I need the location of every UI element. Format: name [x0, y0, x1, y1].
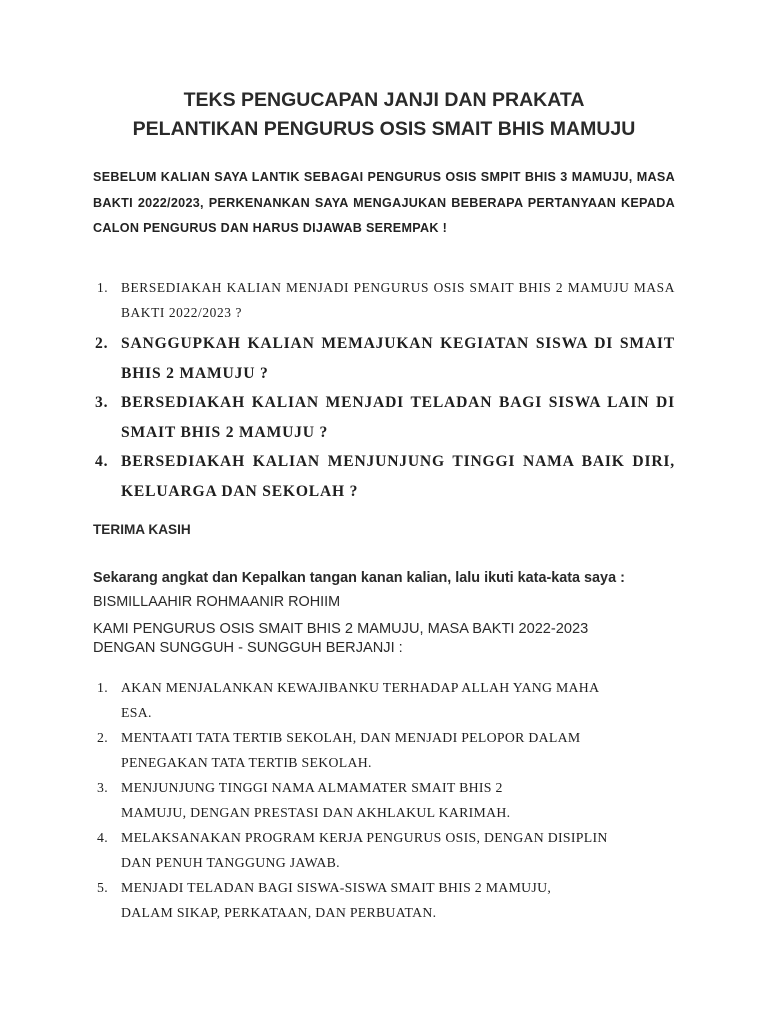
- pledge-line: MELAKSANAKAN PROGRAM KERJA PENGURUS OSIS, DENGAN DISIPLIN: [121, 830, 608, 845]
- question-item: [93, 276, 675, 325]
- question-text: BERSEDIAKAH KALIAN MENJADI TELADAN BAGI SISWA LAIN DI SMAIT BHIS 2 MAMUJU ?: [121, 394, 675, 441]
- question-text: SANGGUPKAH KALIAN MEMAJUKAN KEGIATAN SISWA DI SMAIT BHIS 2 MAMUJU ?: [121, 335, 675, 382]
- pledge-line: MENTAATI TATA TERTIB SEKOLAH, DAN MENJADI PELOPOR DALAM: [121, 730, 581, 745]
- pledge-line: MAMUJU, DENGAN PRESTASI DAN AKHLAKUL KARIMAH.: [121, 805, 511, 820]
- pledge-line: DAN PENUH TANGGUNG JAWAB.: [121, 855, 340, 870]
- thanks-text: TERIMA KASIH: [93, 522, 191, 537]
- pledge-line: DALAM SIKAP, PERKATAAN, DAN PERBUATAN.: [121, 905, 437, 920]
- intro-paragraph: SEBELUM KALIAN SAYA LANTIK SEBAGAI PENGURUS OSIS SMPIT BHIS 3 MAMUJU, MASA BAKTI 2022/2023, PERKENANKAN SAYA MENGAJUKAN BEBERAPA PERTANYAAN KEPADA CALON PENGURUS DAN HARUS DIJAWAB SEREMPAK !: [93, 170, 675, 235]
- pledge-line: MENJADI TELADAN BAGI SISWA-SISWA SMAIT BHIS 2 MAMUJU,: [121, 880, 552, 895]
- pledge-line: MENJUNJUNG TINGGI NAMA ALMAMATER SMAIT BHIS 2: [121, 780, 503, 795]
- raise-hand-instruction: Sekarang angkat dan Kepalkan tangan kanan kalian, lalu ikuti kata-kata saya :: [93, 570, 625, 586]
- pledge-number: 3.: [97, 780, 108, 795]
- pledge-line: ESA.: [121, 705, 152, 720]
- pledge-number: 4.: [97, 830, 108, 845]
- bismillah-text: BISMILLAAHIR ROHMAANIR ROHIIM: [93, 594, 341, 610]
- pledge-number: 5.: [97, 880, 108, 895]
- question-item: [93, 447, 675, 506]
- pledge-line: PENEGAKAN TATA TERTIB SEKOLAH.: [121, 755, 372, 770]
- pledge-line: AKAN MENJALANKAN KEWAJIBANKU TERHADAP ALLAH YANG MAHA: [121, 680, 600, 695]
- question-number: 4.: [95, 453, 109, 470]
- pledge-item: [93, 825, 693, 875]
- question-text: BERSEDIAKAH KALIAN MENJUNJUNG TINGGI NAMA BAIK DIRI, KELUARGA DAN SEKOLAH ?: [121, 453, 675, 500]
- pledge-intro-line-1: KAMI PENGURUS OSIS SMAIT BHIS 2 MAMUJU, MASA BAKTI 2022-2023: [93, 621, 589, 637]
- document-title-line-2: PELANTIKAN PENGURUS OSIS SMAIT BHIS MAMUJU: [132, 118, 636, 140]
- pledge-number: 1.: [97, 680, 108, 695]
- pledge-number: 2.: [97, 730, 108, 745]
- question-text: BERSEDIAKAH KALIAN MENJADI PENGURUS OSIS SMAIT BHIS 2 MAMUJU MASA BAKTI 2022/2023 ?: [121, 280, 675, 320]
- question-item: [93, 388, 675, 447]
- pledge-intro: [93, 620, 693, 658]
- pledge-item: [93, 675, 693, 725]
- question-number: 3.: [95, 394, 109, 411]
- pledge-item: [93, 775, 693, 825]
- question-number: 1.: [97, 280, 109, 295]
- pledge-item: [93, 725, 693, 775]
- pledge-list: [93, 675, 693, 925]
- document-title-line-1: TEKS PENGUCAPAN JANJI DAN PRAKATA: [183, 89, 585, 111]
- pledge-item: [93, 875, 693, 925]
- question-number: 2.: [95, 335, 109, 352]
- pledge-intro-line-2: DENGAN SUNGGUH - SUNGGUH BERJANJI :: [93, 640, 403, 656]
- question-item: [93, 329, 675, 388]
- question-list: [93, 276, 675, 506]
